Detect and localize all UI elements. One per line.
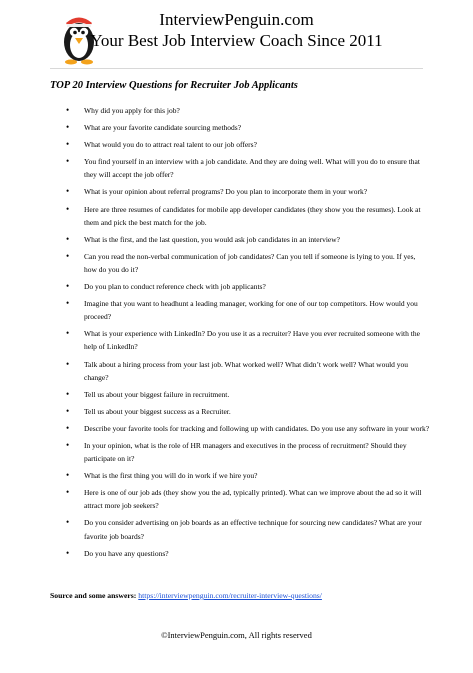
copyright-footer: ©InterviewPenguin.com, All rights reserved: [161, 630, 312, 640]
question-item: • Do you consider advertising on job boards as an effective technique for sourcing new candidates? What are your favorite job boards?: [50, 516, 430, 542]
question-item: • What would you do to attract real talent to our job offers?: [50, 138, 430, 151]
page-title: TOP 20 Interview Questions for Recruiter Job Applicants: [50, 80, 298, 91]
question-item: • In your opinion, what is the role of HR managers and executives in the process of recruitment? Should they participate on it?: [50, 439, 430, 465]
question-list: [50, 104, 430, 564]
question-item: • Here is one of our job ads (they show you the ad, typically printed). What can we improve about the ad so it will attract more job seekers?: [50, 486, 430, 512]
question-item: • What is the first, and the last question, you would ask job candidates in an interview?: [50, 233, 430, 246]
question-item: • Imagine that you want to headhunt a leading manager, working for one of our top competitors. How would you proceed?: [50, 297, 430, 323]
question-item: • Do you plan to conduct reference check with job applicants?: [50, 280, 430, 293]
question-item: • Do you have any questions?: [50, 547, 430, 560]
question-item: • Why did you apply for this job?: [50, 104, 430, 117]
document-header: [0, 0, 473, 66]
question-item: • Can you read the non-verbal communication of job candidates? Can you tell if someone is lying to you. If yes, how do you do it?: [50, 250, 430, 276]
site-name: InterviewPenguin.com: [159, 10, 314, 29]
question-item: • Tell us about your biggest failure in recruitment.: [50, 388, 430, 401]
question-item: • Talk about a hiring process from your last job. What worked well? What didn’t work well? What would you change?: [50, 358, 430, 384]
source-label: Source and some answers:: [50, 591, 137, 600]
question-item: • What are your favorite candidate sourcing methods?: [50, 121, 430, 134]
question-item: • What is the first thing you will do in work if we hire you?: [50, 469, 430, 482]
header-divider: [50, 68, 423, 69]
question-item: • What is your experience with LinkedIn? Do you use it as a recruiter? Have you ever recruited someone with the help of LinkedIn?: [50, 327, 430, 353]
source-link[interactable]: https://interviewpenguin.com/recruiter-interview-questions/: [138, 591, 322, 600]
question-item: • Tell us about your biggest success as a Recruiter.: [50, 405, 430, 418]
source-line: [50, 591, 322, 600]
question-item: • You find yourself in an interview with a job candidate. And they are doing well. What will you do to ensure that they will accept the job offer?: [50, 155, 430, 181]
question-item: • What is your opinion about referral programs? Do you plan to incorporate them in your work?: [50, 185, 430, 198]
question-item: • Here are three resumes of candidates for mobile app developer candidates (they show you the resumes). Look at them and pick the best match for the job.: [50, 203, 430, 229]
question-item: • Describe your favorite tools for tracking and following up with candidates. Do you use any software in your work?: [50, 422, 430, 435]
site-tagline: Your Best Job Interview Coach Since 2011: [90, 31, 383, 50]
